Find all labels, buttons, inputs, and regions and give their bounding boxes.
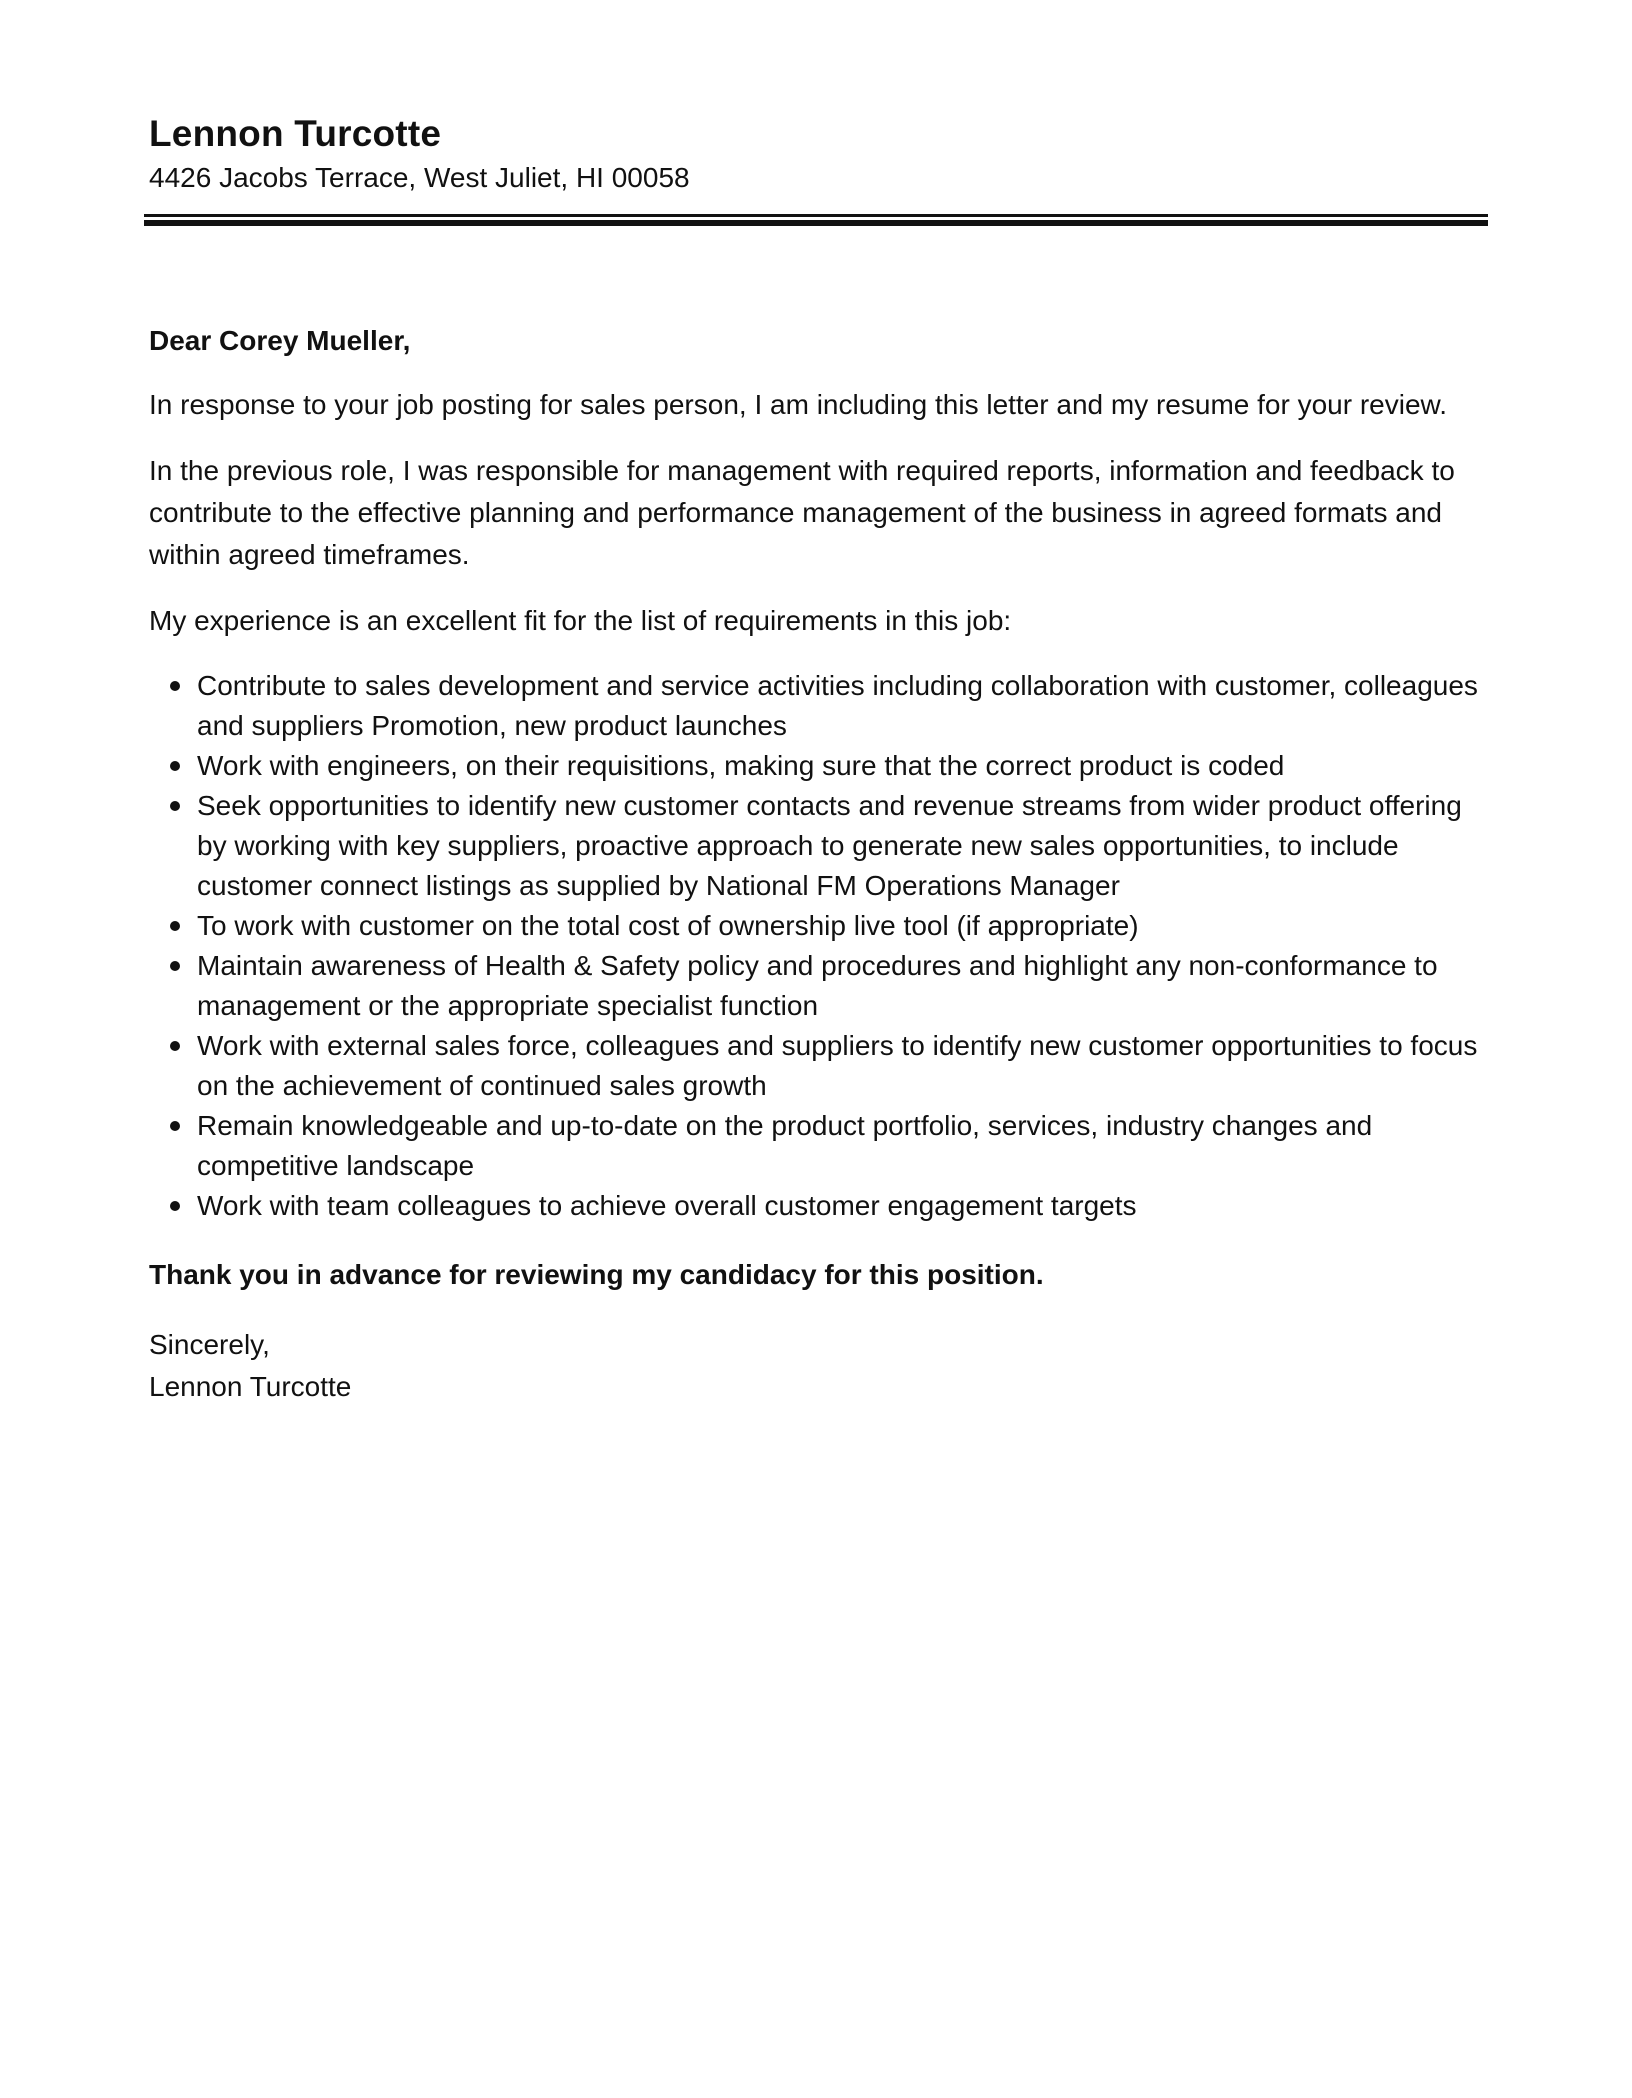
sender-address: 4426 Jacobs Terrace, West Juliet, HI 00058 xyxy=(149,162,690,193)
bullet-icon xyxy=(170,1041,180,1051)
signoff xyxy=(149,1324,1489,1408)
sender-name: Lennon Turcotte xyxy=(149,113,442,154)
bullet-icon xyxy=(170,1121,180,1131)
header-divider xyxy=(144,214,1488,225)
greeting: Dear Corey Mueller, xyxy=(149,325,411,356)
letter-body xyxy=(149,320,1489,1408)
list-item-text: Work with team colleagues to achieve overall customer engagement targets xyxy=(197,1190,1137,1221)
closing-statement: Thank you in advance for reviewing my candidacy for this position. xyxy=(149,1259,1044,1290)
list-item xyxy=(197,1106,1489,1186)
bullet-icon xyxy=(170,961,180,971)
valediction: Sincerely, xyxy=(149,1329,270,1360)
intro-paragraph: In response to your job posting for sales person, I am including this letter and my resume for your review. xyxy=(149,389,1447,420)
bullet-icon xyxy=(170,921,180,931)
list-item xyxy=(197,666,1489,746)
list-item xyxy=(197,746,1489,786)
list-item xyxy=(197,906,1489,946)
list-item xyxy=(197,946,1489,1026)
bullet-icon xyxy=(170,1201,180,1211)
signature-name: Lennon Turcotte xyxy=(149,1371,352,1402)
list-item-text: Work with engineers, on their requisitions, making sure that the correct product is coded xyxy=(197,750,1285,781)
list-item-text: Seek opportunities to identify new customer contacts and revenue streams from wider product offering by working with key suppliers, proactive approach to generate new sales opportunities, to include customer connect listings as supplied by National FM Operations Manager xyxy=(197,790,1462,901)
list-item xyxy=(197,1186,1489,1226)
fit-statement: My experience is an excellent fit for the list of requirements in this job: xyxy=(149,605,1012,636)
bullet-icon xyxy=(170,761,180,771)
bullet-icon xyxy=(170,681,180,691)
list-item-text: Remain knowledgeable and up-to-date on the product portfolio, services, industry changes and competitive landscape xyxy=(197,1110,1373,1181)
letterhead xyxy=(149,110,1487,198)
list-item xyxy=(197,1026,1489,1106)
requirements-list xyxy=(149,666,1489,1226)
bullet-icon xyxy=(170,801,180,811)
list-item-text: Maintain awareness of Health & Safety policy and procedures and highlight any non-conformance to management or the appropriate specialist function xyxy=(197,950,1438,1021)
divider-thin-line xyxy=(144,214,1488,217)
previous-role-paragraph: In the previous role, I was responsible for management with required reports, information and feedback to contribute to the effective planning and performance management of the business in agreed formats and within agreed timeframes. xyxy=(149,455,1455,570)
list-item-text: To work with customer on the total cost of ownership live tool (if appropriate) xyxy=(197,910,1139,941)
list-item xyxy=(197,786,1489,906)
divider-thick-line xyxy=(144,220,1488,226)
list-item-text: Contribute to sales development and service activities including collaboration with customer, colleagues and suppliers Promotion, new product launches xyxy=(197,670,1478,741)
list-item-text: Work with external sales force, colleagues and suppliers to identify new customer opportunities to focus on the achievement of continued sales growth xyxy=(197,1030,1478,1101)
